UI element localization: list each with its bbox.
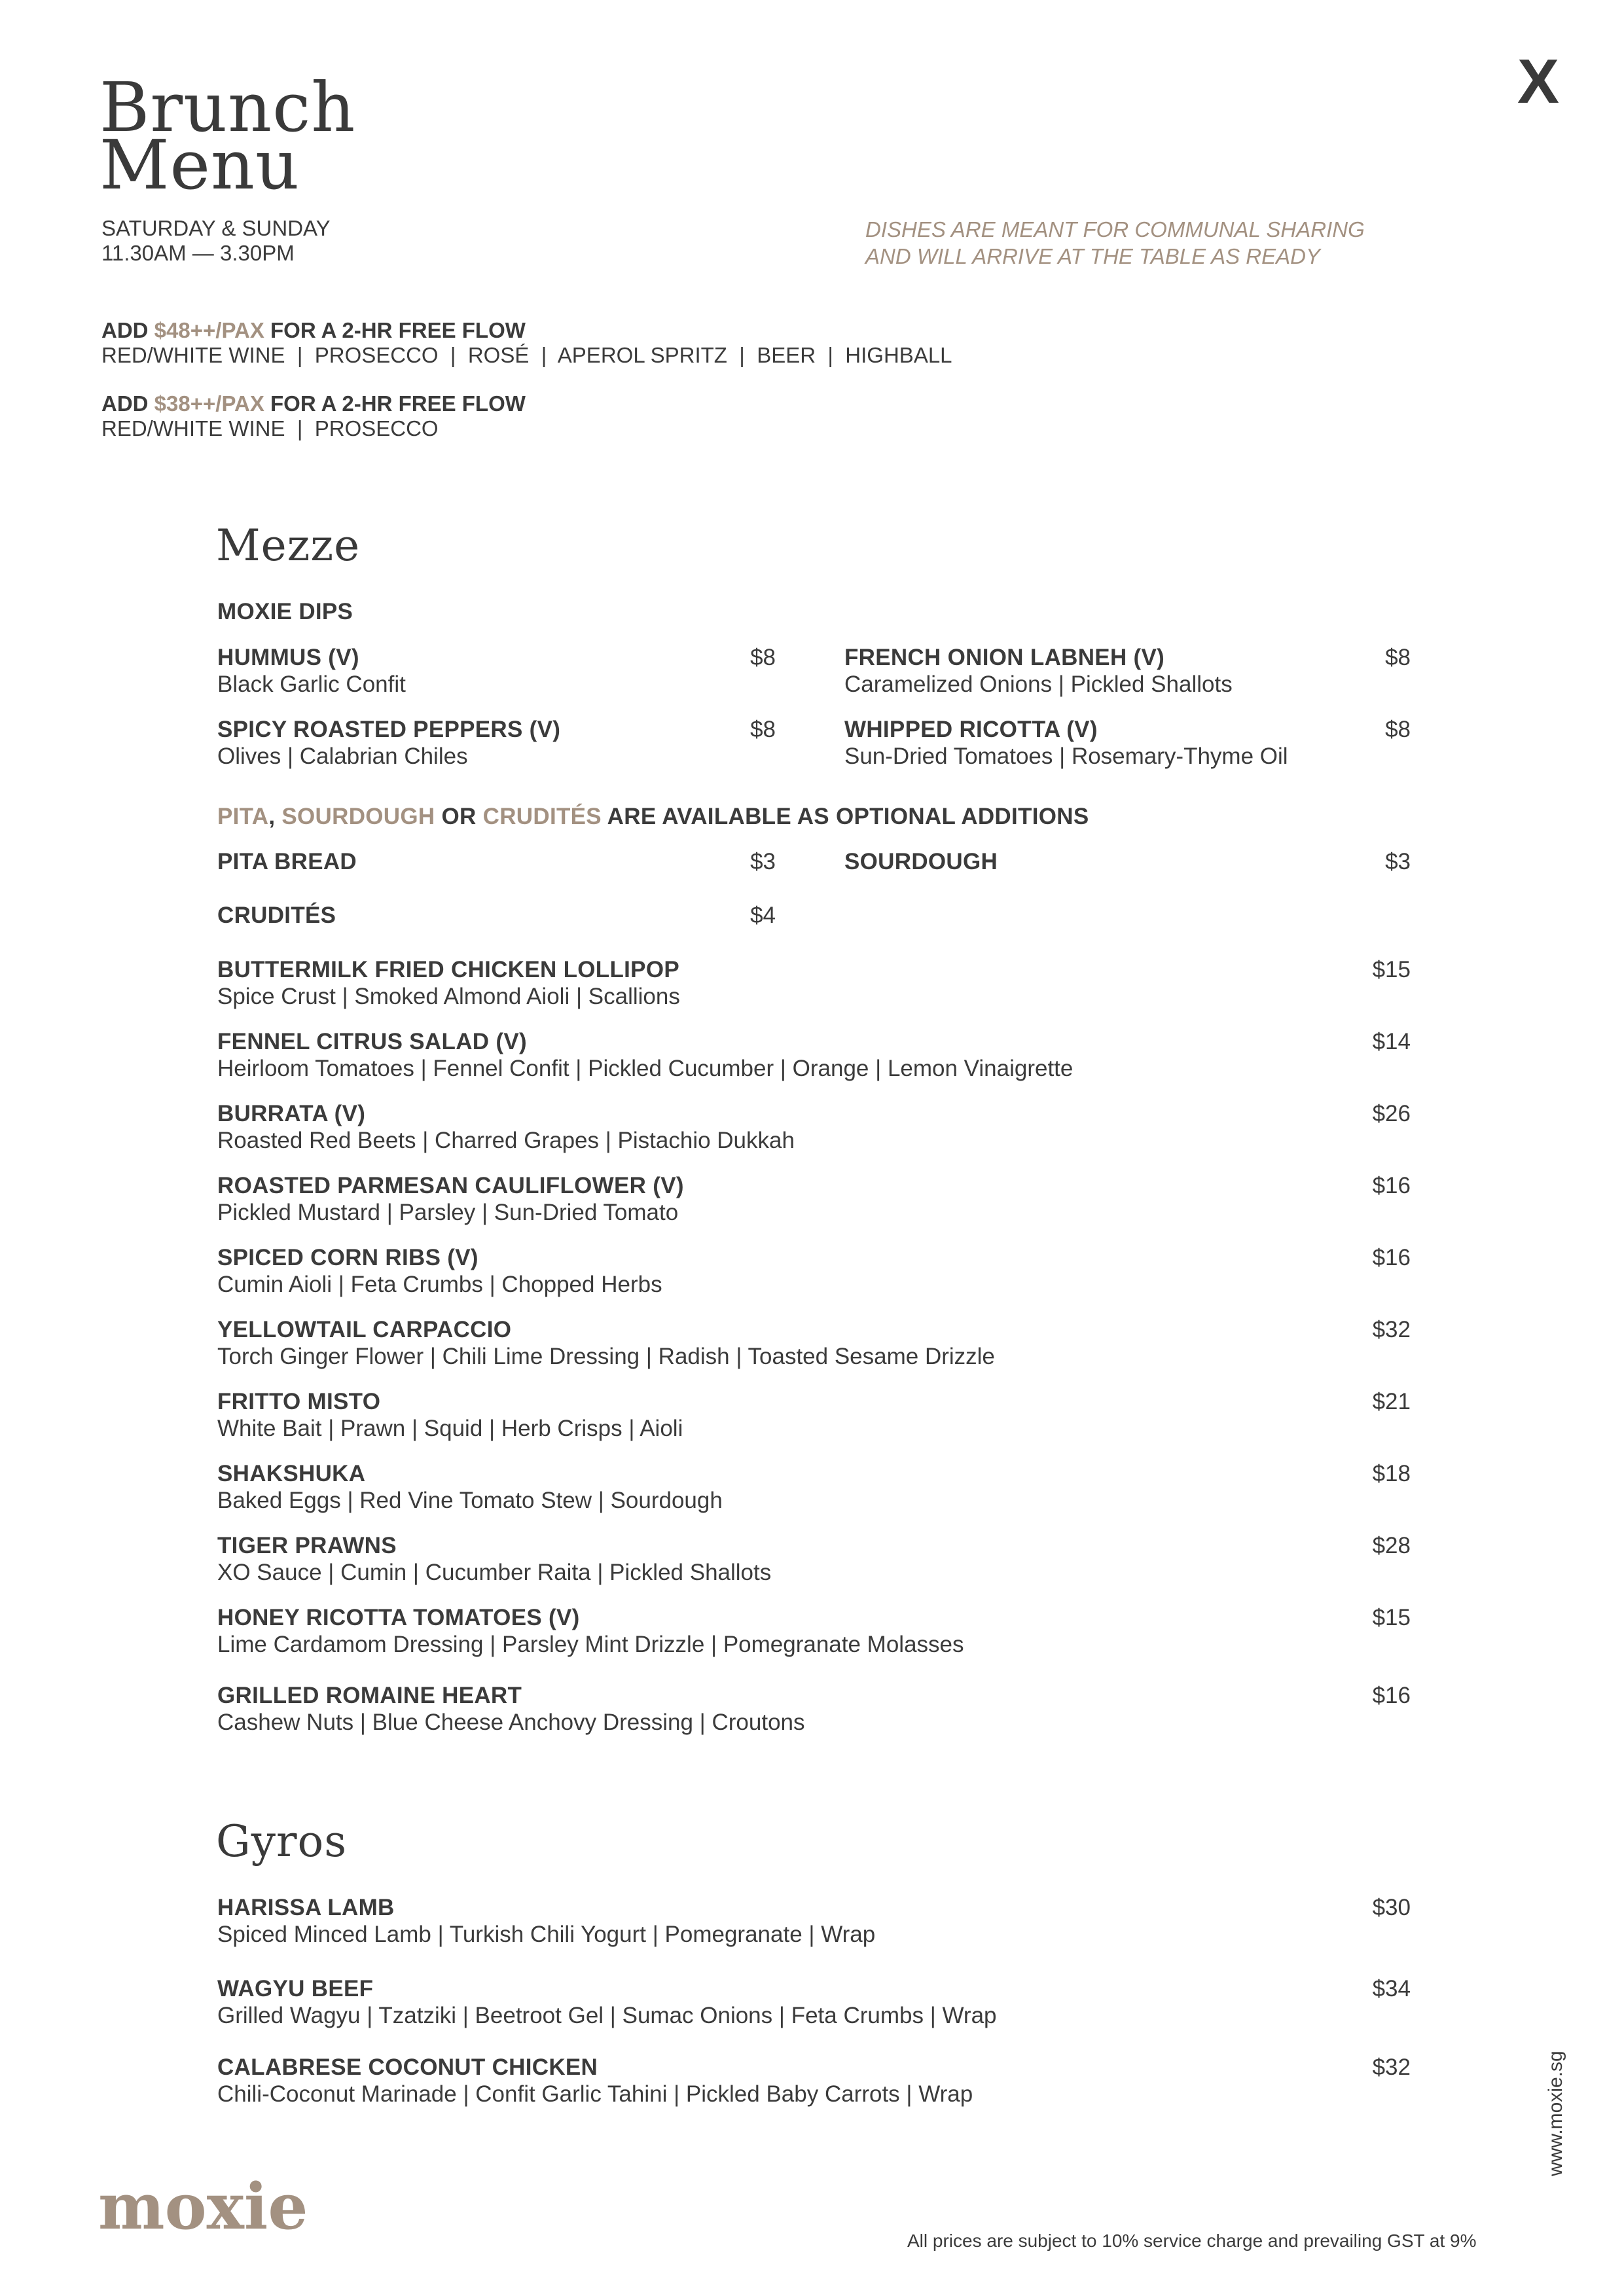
menu-item-desc: Olives | Calabrian Chiles [217,744,468,769]
freeflow-price: $38++/PAX [154,391,264,416]
menu-item-price: $32 [1372,1317,1411,1342]
menu-item-desc: Spice Crust | Smoked Almond Aioli | Scallions [217,984,680,1009]
menu-item-price: $30 [1372,1895,1411,1920]
menu-item-price: $15 [1372,957,1411,982]
menu-item-price: $8 [1385,717,1411,742]
menu-item-price: $26 [1372,1101,1411,1126]
menu-item-price: $16 [1372,1683,1411,1708]
menu-item-desc: Black Garlic Confit [217,672,406,697]
menu-item-desc: White Bait | Prawn | Squid | Herb Crisps | Aioli [217,1416,683,1441]
addition-crudites-label: CRUDITÉS [482,804,602,829]
moxie-logo: moxie [98,2170,308,2244]
menu-item-price: $8 [1385,645,1411,670]
menu-item-name: CALABRESE COCONUT CHICKEN [217,2054,598,2080]
dips-heading: MOXIE DIPS [217,599,353,624]
section-title-mezze: Mezze [216,520,361,571]
freeflow-heading [101,391,526,416]
menu-item-name: HARISSA LAMB [217,1895,395,1920]
menu-item-name: YELLOWTAIL CARPACCIO [217,1317,512,1342]
menu-item-name: HONEY RICOTTA TOMATOES (V) [217,1605,580,1630]
menu-item-name: FRITTO MISTO [217,1389,381,1414]
freeflow-prefix: ADD [101,318,154,342]
freeflow-suffix: FOR A 2-HR FREE FLOW [264,318,526,342]
page-title [99,67,356,205]
menu-item-name: SHAKSHUKA [217,1461,366,1486]
freeflow-prefix: ADD [101,391,154,416]
menu-item-desc: XO Sauce | Cumin | Cucumber Raita | Pickled Shallots [217,1560,772,1585]
separator: , [268,804,282,829]
menu-item-price: $8 [750,645,776,670]
menu-item-price: $21 [1372,1389,1411,1414]
menu-item-price: $15 [1372,1605,1411,1630]
menu-item-desc: Lime Cardamom Dressing | Parsley Mint Drizzle | Pomegranate Molasses [217,1632,964,1657]
menu-item-desc: Heirloom Tomatoes | Fennel Confit | Pickled Cucumber | Orange | Lemon Vinaigrette [217,1056,1074,1081]
menu-item-name: SOURDOUGH [844,849,998,874]
menu-item-desc: Cumin Aioli | Feta Crumbs | Chopped Herbs [217,1272,662,1297]
menu-item-name: GRILLED ROMAINE HEART [217,1683,522,1708]
service-time: 11.30AM — 3.30PM [101,241,295,265]
addition-pita-label: PITA [217,804,269,829]
title-line-2: Menu [99,125,300,205]
additions-heading [217,804,1089,830]
service-hours [101,216,331,266]
menu-item-desc: Roasted Red Beets | Charred Grapes | Pistachio Dukkah [217,1128,795,1153]
freeflow-drinks: RED/WHITE WINE | PROSECCO | ROSÉ | APEROL SPRITZ | BEER | HIGHBALL [101,343,952,367]
menu-item-desc: Cashew Nuts | Blue Cheese Anchovy Dressing | Croutons [217,1710,805,1735]
menu-item-desc: Pickled Mustard | Parsley | Sun-Dried Tomato [217,1200,679,1225]
menu-item-name: SPICY ROASTED PEPPERS (V) [217,717,561,742]
website-link[interactable]: www.moxie.sg [1545,2051,1566,2176]
price-disclaimer: All prices are subject to 10% service charge and prevailing GST at 9% [907,2231,1477,2251]
freeflow-suffix: FOR A 2-HR FREE FLOW [264,391,526,416]
menu-item-name: PITA BREAD [217,849,357,874]
section-title-gyros: Gyros [216,1816,348,1867]
menu-item-name: BURRATA (V) [217,1101,366,1126]
menu-item-price: $14 [1372,1029,1411,1054]
menu-item-name: CRUDITÉS [217,903,336,928]
menu-item-price: $18 [1372,1461,1411,1486]
menu-item-name: FRENCH ONION LABNEH (V) [844,645,1165,670]
menu-item-name: SPICED CORN RIBS (V) [217,1245,478,1270]
menu-item-desc: Chili-Coconut Marinade | Confit Garlic Tahini | Pickled Baby Carrots | Wrap [217,2081,973,2107]
close-button[interactable]: X [1517,46,1560,117]
menu-item-price: $32 [1372,2054,1411,2080]
menu-item-price: $3 [1385,849,1411,874]
menu-item-price: $28 [1372,1533,1411,1558]
menu-item-name: BUTTERMILK FRIED CHICKEN LOLLIPOP [217,957,679,982]
additions-heading-rest: ARE AVAILABLE AS OPTIONAL ADDITIONS [601,804,1089,829]
menu-item-name: FENNEL CITRUS SALAD (V) [217,1029,527,1054]
menu-item-price: $34 [1372,1976,1411,2001]
menu-item-desc: Torch Ginger Flower | Chili Lime Dressing | Radish | Toasted Sesame Drizzle [217,1344,995,1369]
freeflow-heading [101,318,952,343]
menu-item-name: WHIPPED RICOTTA (V) [844,717,1098,742]
menu-item-price: $16 [1372,1245,1411,1270]
menu-item-desc: Caramelized Onions | Pickled Shallots [844,672,1233,697]
menu-item-price: $4 [750,903,776,928]
freeflow-option-1 [101,318,952,368]
separator: OR [435,804,483,829]
addition-sourdough-label: SOURDOUGH [281,804,435,829]
menu-item-name: TIGER PRAWNS [217,1533,397,1558]
menu-item-price: $8 [750,717,776,742]
menu-item-name: ROASTED PARMESAN CAULIFLOWER (V) [217,1173,684,1198]
sharing-note [865,216,1365,270]
freeflow-drinks: RED/WHITE WINE | PROSECCO [101,416,439,440]
menu-item-price: $16 [1372,1173,1411,1198]
service-days: SATURDAY & SUNDAY [101,216,331,240]
menu-item-price: $3 [750,849,776,874]
menu-item-desc: Grilled Wagyu | Tzatziki | Beetroot Gel | Sumac Onions | Feta Crumbs | Wrap [217,2003,997,2028]
sharing-note-line-2: AND WILL ARRIVE AT THE TABLE AS READY [865,244,1320,268]
menu-item-name: WAGYU BEEF [217,1976,374,2001]
menu-item-desc: Baked Eggs | Red Vine Tomato Stew | Sourdough [217,1488,723,1513]
sharing-note-line-1: DISHES ARE MEANT FOR COMMUNAL SHARING [865,217,1365,242]
title-line-1: Brunch [99,67,356,147]
menu-item-name: HUMMUS (V) [217,645,359,670]
menu-item-desc: Sun-Dried Tomatoes | Rosemary-Thyme Oil [844,744,1288,769]
menu-item-desc: Spiced Minced Lamb | Turkish Chili Yogurt | Pomegranate | Wrap [217,1922,876,1947]
freeflow-option-2 [101,391,526,441]
freeflow-price: $48++/PAX [154,318,264,342]
